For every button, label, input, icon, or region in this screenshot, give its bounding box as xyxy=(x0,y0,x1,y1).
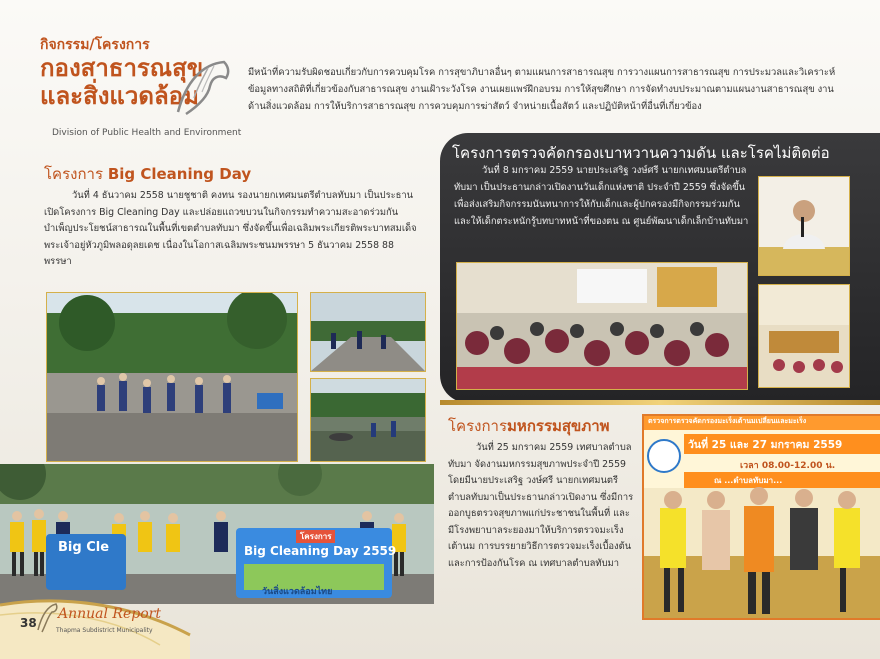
big-cleaning-group-photo xyxy=(0,464,434,604)
health-banner-time: เวลา 08.00-12.00 น. xyxy=(740,461,836,471)
page-number: 38 xyxy=(20,616,37,630)
screening-title-name: ตรวจคัดกรองเบาหวานความดัน และโรคไม่ติดต่อ xyxy=(511,144,830,162)
division-title-line2: และสิ่งแวดล้อม xyxy=(40,82,199,110)
screening-title-prefix: โครงการ xyxy=(452,144,512,162)
health-fair-photo xyxy=(642,414,880,620)
screening-photo-audience xyxy=(456,262,748,390)
big-cleaning-body: วันที่ 4 ธันวาคม 2558 นายชูชาติ คงทน รองนายกเทศมนตรีตำบลทับมา เป็นประธานเปิดโครงการ Big Cleaning Day และปล่อยแถวขบวนในกิจกรรมทำความสะอาดร่วมกันบำเพ็ญประโยชน์สาธารณในพื้นที่เขตตำบลทับมา ซึ่งจัดขึ้นเพื่อเฉลิมพระเกียรติพระบาทสมเด็จพระเจ้าอยู่หัวภูมิพลอดุลยเดช เนื่องในโอกาสเฉลิมพระชนมพรรษา 5 ธันวาคม 2558 88 พรรษา xyxy=(44,190,417,267)
category-label: กิจกรรม/โครงการ xyxy=(40,37,150,53)
duties-paragraph: มีหน้าที่ความรับผิดชอบเกี่ยวกับการควบคุมโรค การสุขาภิบาลอื่นๆ ตามแผนการสาธารณสุข การวางแผนการสาธารณสุข การประมวลและวิเคราะห์ข้อมูลทางสถิติที่เกี่ยวข้องกับสาธารณสุข งานเฝ้าระวังโรค งานเผยแพร่ฝึกอบรม การให้สุขศึกษา การจัดทำงบประมาณตามแผนงานสาธารณสุข งานด้านสิ่งแวดล้อม การให้บริการสาธารณสุข การควบคุมการฆ่าสัตว์ จำหน่ายเนื้อสัตว์ และปฏิบัติหน้าที่อื่นที่เกี่ยวข้อง xyxy=(248,67,836,112)
horse-logo-icon xyxy=(168,52,238,122)
banner2-title: Big Cleaning Day 2559 xyxy=(244,544,397,558)
big-cleaning-photo-canal xyxy=(310,378,426,462)
health-fair-body: วันที่ 25 มกราคม 2559 เทศบาลตำบลทับมา จัดงานมหกรรมสุขภาพประจำปี 2559 โดยมีนายประเสริฐ วงษ์ศรี นายกเทศมนตรีตำบลทับมาเป็นประธานกล่าวเปิดงาน ซึ่งมีการออกบูธตรวจสุขภาพแก่ประชาชนในพื้นที่ และมีโรงพยาบาลระยองมาให้บริการตรวจมะเร็งเต้านม การบรรยายวิธีการตรวจมะเร็งเบื้องต้น และการป้องกันโรค ณ เทศบาลตำบลทับมา xyxy=(448,442,634,569)
banner2-subtitle: วันสิ่งแวดล้อมไทย xyxy=(262,587,333,597)
banner2-tag: โครงการ xyxy=(296,530,335,543)
big-cleaning-photo-road xyxy=(310,292,426,372)
big-cleaning-photo-main xyxy=(46,292,298,462)
screening-photo-hall xyxy=(758,284,850,388)
gold-divider xyxy=(440,400,880,405)
division-english-name: Division of Public Health and Environment xyxy=(52,128,242,138)
big-cleaning-title-prefix: โครงการ xyxy=(44,165,104,183)
annual-report-label: Annual Report xyxy=(58,606,161,622)
division-title-line1: กองสาธารณสุข xyxy=(40,54,204,82)
health-fair-title-prefix: โครงการ xyxy=(448,417,508,435)
health-banner-place: ณ ...ตำบลทับมา... xyxy=(714,476,783,485)
health-fair-title-name: มหกรรมสุขภาพ xyxy=(507,417,610,435)
health-banner-line1: ตรวจการตรวจคัดกรองมะเร็งเต้านมเปลี่ยนและมะเร็ง xyxy=(648,417,807,425)
screening-body: วันที่ 8 มกราคม 2559 นายประเสริฐ วงษ์ศรี นายกเทศมนตรีตำบลทับมา เป็นประธานกล่าวเปิดงานวันเด็กแห่งชาติ ประจำปี 2559 ซึ่งจัดขึ้นเพื่อส่งเสริมกิจกรรมนันทนาการให้กับเด็กและผู้ปกครองมีกิจกรรมร่วมกัน และให้เด็กตระหนักรู้บทบาทหน้าที่ของตน ณ ศูนย์พัฒนาเด็กเล็กบ้านทับมา xyxy=(454,165,749,227)
health-fair-title xyxy=(448,414,610,438)
annual-report-subtitle: Thapma Subdistrict Municipality xyxy=(56,627,153,634)
big-cleaning-title-name: Big Cleaning Day xyxy=(107,165,252,183)
banner1-text: Big Cle xyxy=(58,540,110,555)
screening-photo-speaker xyxy=(758,176,850,276)
big-cleaning-title xyxy=(44,162,251,186)
health-banner-date: วันที่ 25 และ 27 มกราคม 2559 xyxy=(688,439,843,451)
